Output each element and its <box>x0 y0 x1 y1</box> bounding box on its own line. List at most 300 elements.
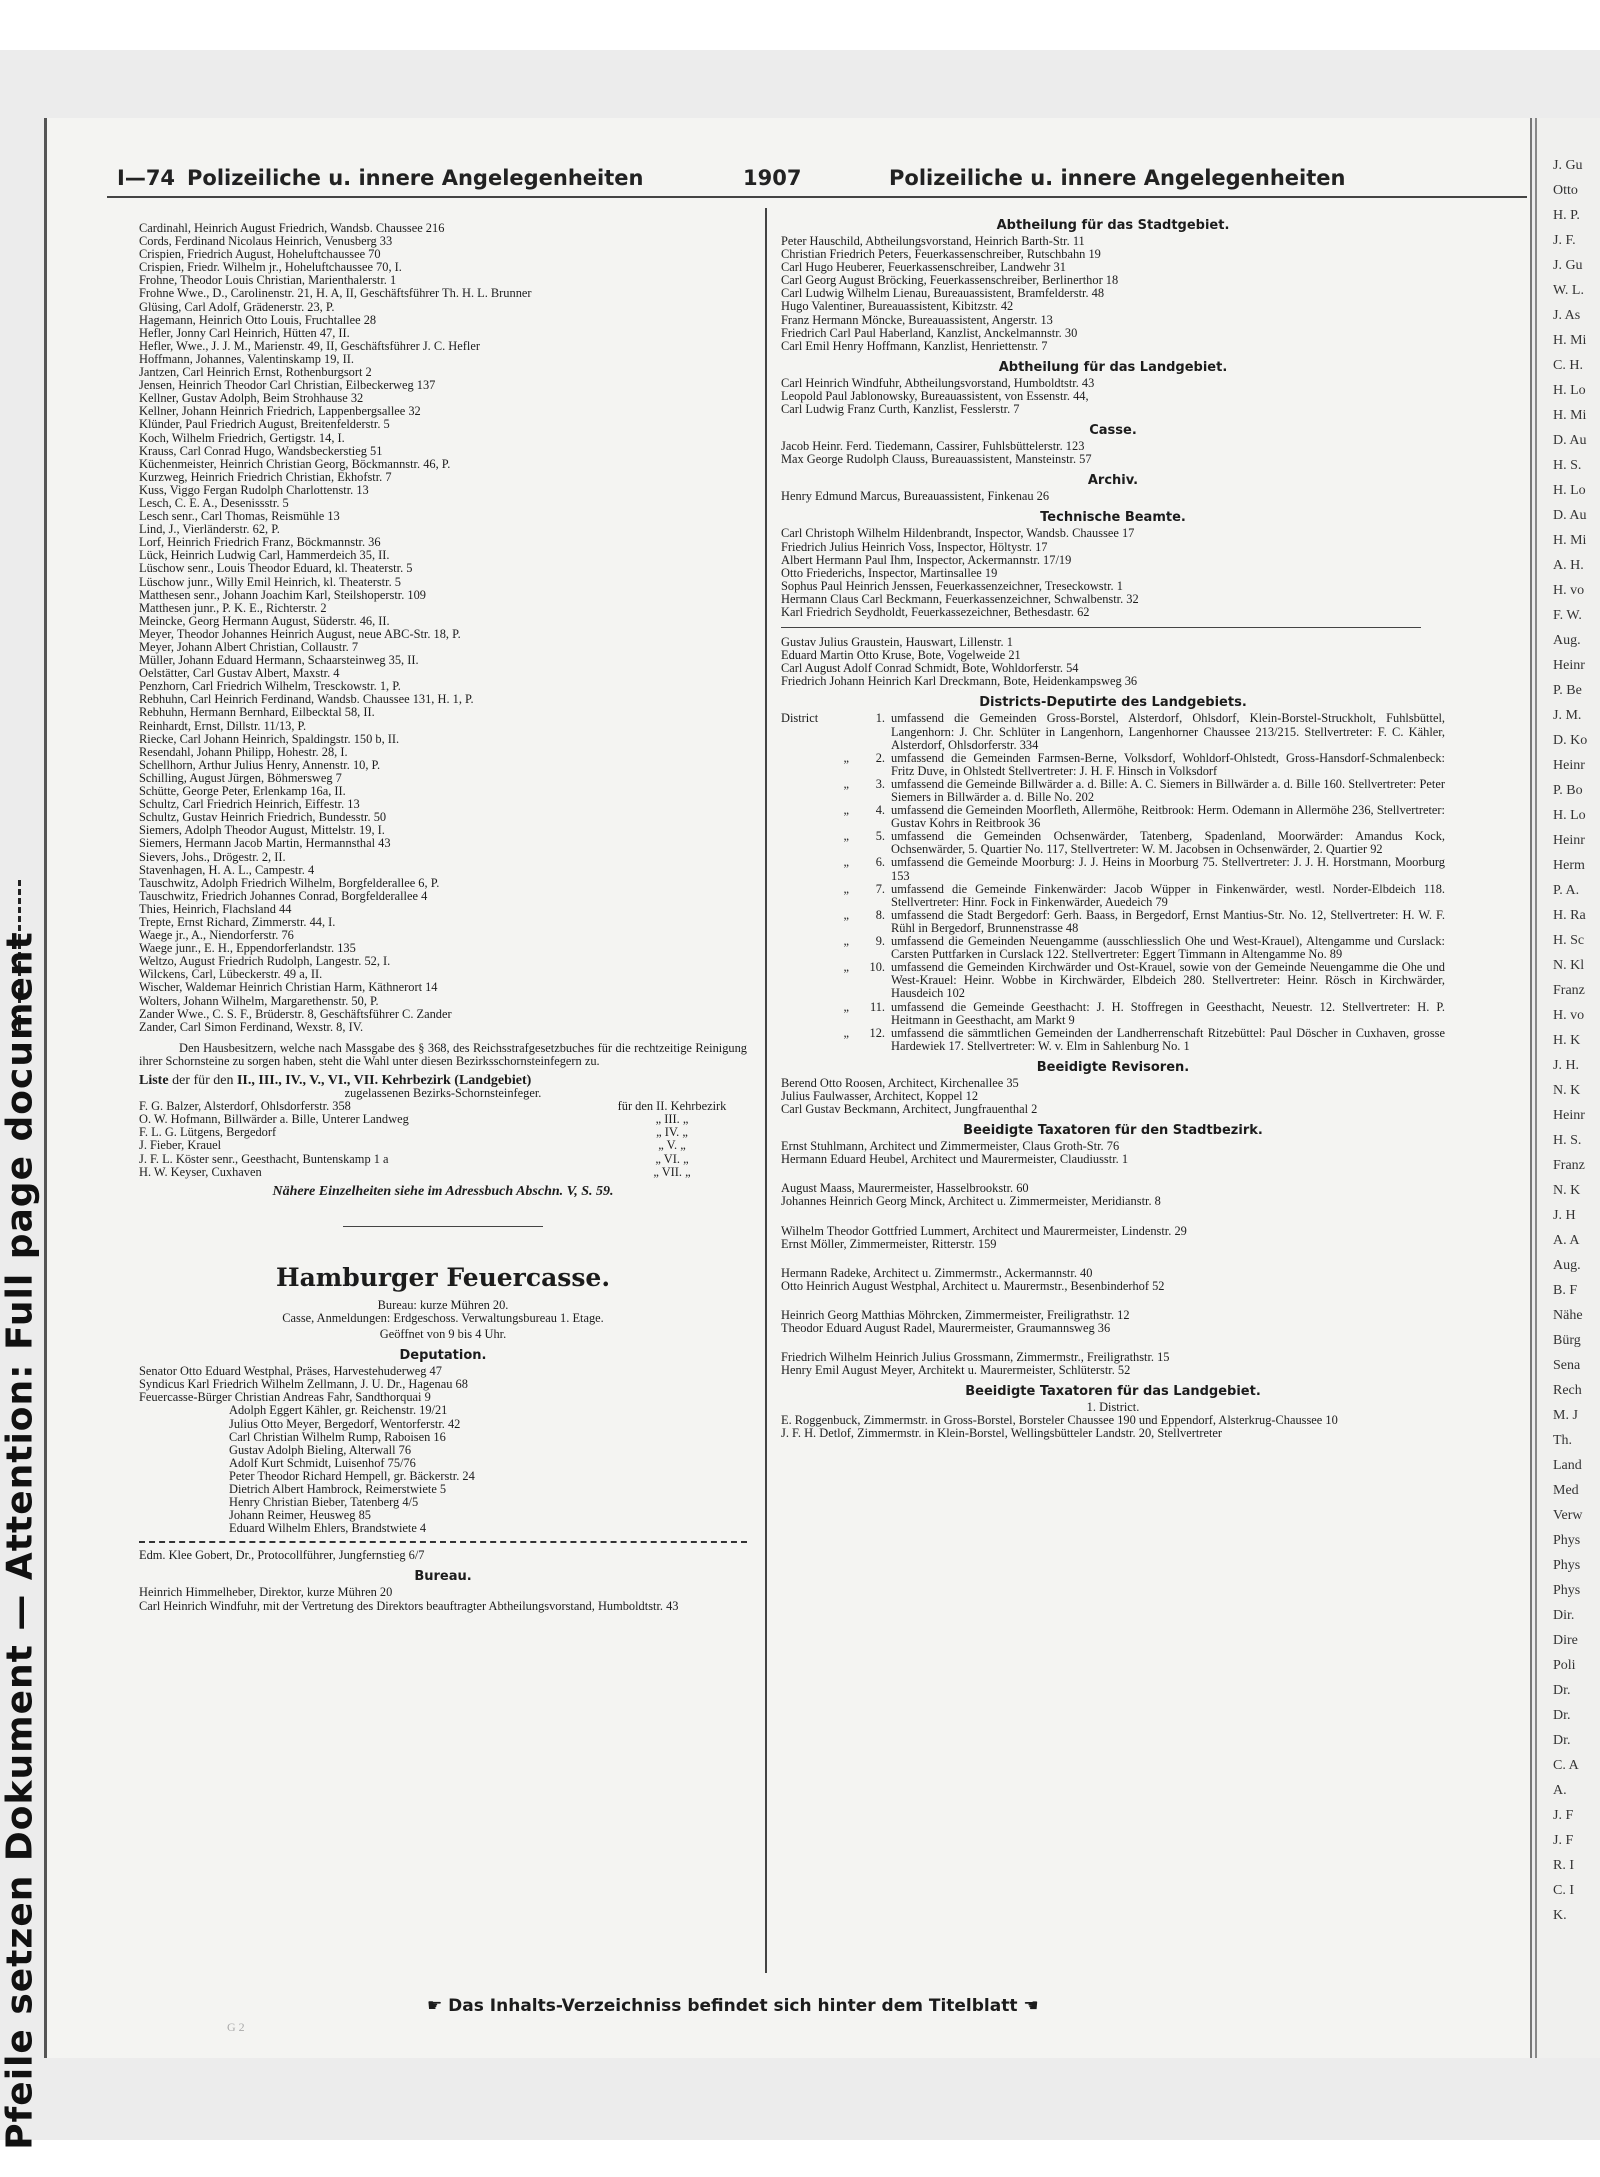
list-item: Jantzen, Carl Heinrich Ernst, Rothenburgsort 2 <box>139 366 372 380</box>
district-text: umfassend die Gemeinde Geesthacht: J. H. Stoffregen in Geesthacht, Neuestr. 12. Stellvertreter: H. P. Heitmann in Geesthacht, am Markt 9 <box>891 999 1445 1027</box>
deputation-member: Carl Christian Wilhelm Rump, Raboisen 16 <box>229 1430 446 1444</box>
list-item: Lorf, Heinrich Friedrich Franz, Böckmannstr. 36 <box>139 536 381 550</box>
adjacent-page-fragment: Franz <box>1553 1158 1585 1173</box>
taxator: Ernst Stuhlmann, Architect und Zimmermeister, Claus Groth-Str. 76 <box>781 1140 1120 1154</box>
district-label: „ <box>843 934 849 949</box>
note-paragraph: Den Hausbesitzern, welche nach Massgabe des § 368, des Reichsstrafgesetzbuches für die rechtzeitige Reinigung ihrer Schornsteine zu sorgen haben, steht die Wahl unter diesen Bezirksschornsteinfegern zu. <box>139 1040 747 1068</box>
tech-heading: Technische Beamte. <box>1040 510 1186 526</box>
tax-land-heading: Beeidigte Taxatoren für das Landgebiet. <box>965 1384 1261 1400</box>
adjacent-page-fragment: Aug. <box>1553 1258 1581 1273</box>
kehrbezirk-number: „ IV. „ <box>656 1125 688 1140</box>
sweep-name: J. Fieber, Krauel <box>139 1138 222 1153</box>
kehrbezirk-number: „ V. „ <box>658 1138 686 1153</box>
adjacent-page-fragment: H. S. <box>1553 458 1582 473</box>
list-item: Trepte, Ernst Richard, Zimmerstr. 44, I. <box>139 915 336 929</box>
list-item: Siemers, Hermann Jacob Martin, Hermannsthal 43 <box>139 837 391 851</box>
district-text: umfassend die Gemeinde Billwärder a. d. Bille: A. C. Siemers in Billwärder a. d. Bille 160. Stellvertreter: Peter Siemers in Billwärder a. d. Bille No. 202 <box>891 776 1445 804</box>
document-page <box>44 118 1532 2058</box>
list-item: Hagemann, Heinrich Otto Louis, Fruchtallee 28 <box>139 313 377 327</box>
adjacent-page-fragment: Land <box>1553 1458 1582 1473</box>
kehrbezirk-number: für den II. Kehrbezirk <box>617 1099 727 1114</box>
revisor: Berend Otto Roosen, Architect, Kirchenallee 35 <box>781 1076 1019 1090</box>
adjacent-page-fragment: C. A <box>1553 1758 1579 1773</box>
taxator: Otto Heinrich August Westphal, Architect u. Maurermstr., Besenbinderhof 52 <box>781 1279 1165 1293</box>
dashed-rule <box>139 1541 747 1543</box>
list-item: Schellhorn, Arthur Julius Henry, Annenstr. 10, P. <box>139 758 381 772</box>
taxator: Theodor Eduard August Radel, Maurermeister, Graumannsweg 36 <box>781 1322 1111 1335</box>
list-item: Reinhardt, Ernst, Dillstr. 11/13, P. <box>139 719 307 733</box>
adjacent-page-fragment: D. Au <box>1553 508 1587 523</box>
liste-lead: Liste <box>139 1073 169 1088</box>
adjacent-page-fragment: Franz <box>1553 983 1585 998</box>
deputation-member: Eduard Wilhelm Ehlers, Brandstwiete 4 <box>229 1522 427 1536</box>
adjacent-page-fragment: Heinr <box>1553 758 1585 773</box>
taxator: Friedrich Wilhelm Heinrich Julius Grossmann, Zimmermstr., Freiligrathstr. 15 <box>781 1351 1170 1365</box>
staff-member: Eduard Martin Otto Kruse, Bote, Vogelweide 21 <box>781 649 1021 663</box>
taxator: Johannes Heinrich Georg Minck, Architect u. Zimmermeister, Meridianstr. 8 <box>781 1195 1161 1209</box>
staff-member: Franz Hermann Möncke, Bureauassistent, Angerstr. 13 <box>781 313 1053 327</box>
adjacent-page-fragment: Phys <box>1553 1583 1581 1598</box>
list-item: Kuss, Viggo Fergan Rudolph Charlottenstr. 13 <box>139 483 369 497</box>
adjacent-page-fragment: D. Au <box>1553 433 1587 448</box>
district-label: „ <box>843 1025 849 1040</box>
district-entry <box>781 804 1445 830</box>
list-item: Lesch, C. E. A., Desenissstr. 5 <box>139 496 289 510</box>
adjacent-page-fragment: M. J <box>1553 1408 1578 1423</box>
district-entry <box>781 778 1445 804</box>
adjacent-page-fragment: A. A <box>1553 1233 1580 1248</box>
kehrbezirk-number: „ VII. „ <box>653 1164 691 1179</box>
list-item: Kurzweg, Heinrich Friedrich Christian, Ekhofstr. 7 <box>139 470 392 484</box>
adjacent-page-fragment: Phys <box>1553 1533 1581 1548</box>
list-item: Cords, Ferdinand Nicolaus Heinrich, Venusberg 33 <box>139 235 393 249</box>
adjacent-page-fragment: H. Ra <box>1553 908 1586 923</box>
adjacent-page-fragment: Dir. <box>1553 1608 1575 1623</box>
kehrbezirk-row <box>139 1166 747 1179</box>
adjacent-page-fragment: H. Lo <box>1553 808 1586 823</box>
adjacent-page-fragment: Heinr <box>1553 658 1585 673</box>
staff-member: Carl Ludwig Wilhelm Lienau, Bureauassistent, Bramfelderstr. 48 <box>781 287 1105 301</box>
list-item: Weltzo, August Friedrich Rudolph, Langestr. 52, I. <box>139 955 391 969</box>
sweep-name: J. F. L. Köster senr., Geesthacht, Buntenskamp 1 a <box>139 1151 389 1166</box>
revisor: Carl Gustav Beckmann, Architect, Jungfrauenthal 2 <box>781 1103 1038 1117</box>
staff-member: Carl Emil Henry Hoffmann, Kanzlist, Henriettenstr. 7 <box>781 339 1048 353</box>
kehrbezirk-number: „ VI. „ <box>655 1151 689 1166</box>
list-item: Frohne Wwe., D., Carolinenstr. 21, H. A, II, Geschäftsführer Th. H. L. Brunner <box>139 287 532 301</box>
staff-member: Peter Hauschild, Abtheilungsvorstand, Heinrich Barth-Str. 11 <box>781 235 1085 248</box>
list-item: Oelstätter, Carl Gustav Albert, Maxstr. 4 <box>139 667 340 681</box>
list-item: Matthesen junr., P. K. E., Richterstr. 2 <box>139 601 327 615</box>
list-item: Wolters, Johann Wilhelm, Margarethenstr. 50, P. <box>139 994 379 1008</box>
adjacent-page-fragment: H. vo <box>1553 1008 1585 1023</box>
adjacent-page-fragment: D. Ko <box>1553 733 1588 748</box>
page-number: I—74 <box>117 166 176 190</box>
deputation-member: Adolf Kurt Schmidt, Luisenhof 75/76 <box>229 1456 416 1470</box>
district-entry <box>781 1027 1445 1053</box>
deputation-member: Johann Reimer, Heusweg 85 <box>229 1509 371 1523</box>
adjacent-page-fragment: Nähe <box>1553 1308 1583 1323</box>
adjacent-page-fragment: H. Lo <box>1553 483 1586 498</box>
archiv-list <box>781 490 1445 503</box>
sweep-name: F. G. Balzer, Alsterdorf, Ohlsdorferstr. 358 <box>139 1099 351 1114</box>
taxator: Henry Emil August Meyer, Architekt u. Maurermeister, Schlüterstr. 52 <box>781 1364 1131 1378</box>
revisoren-list <box>781 1077 1445 1116</box>
adjacent-page-fragment: Bürg <box>1553 1333 1581 1348</box>
adjacent-page-fragment: N. K <box>1553 1183 1581 1198</box>
staff-member: Carl Heinrich Windfuhr, mit der Vertretung des Direktors beauftragter Abtheilungsvorstand, Humboldtstr. 43 <box>139 1599 679 1613</box>
staff-member: Carl Ludwig Franz Curth, Kanzlist, Fesslerstr. 7 <box>781 403 1020 417</box>
list-item: Sievers, Johs., Drögestr. 2, II. <box>139 850 286 864</box>
list-item: Lück, Heinrich Ludwig Carl, Hammerdeich 35, II. <box>139 549 390 563</box>
list-item: Schütte, George Peter, Erlenkamp 16a, II. <box>139 785 346 799</box>
district-text: umfassend die Gemeinde Moorburg: J. J. Heins in Moorburg 75. Stellvertreter: J. J. H. Horstmann, Moorburg 153 <box>891 855 1445 883</box>
list-item: Kellner, Johann Heinrich Friedrich, Lappenbergsallee 32 <box>139 405 421 419</box>
list-item: Koch, Wilhelm Friedrich, Gertigstr. 14, I. <box>139 431 345 445</box>
taxator: Ernst Möller, Zimmermeister, Ritterstr. 159 <box>781 1237 997 1251</box>
adjacent-page-fragment: J. F <box>1553 1808 1574 1823</box>
liste-rest: der für den <box>172 1073 234 1088</box>
list-item: Waege junr., E. H., Eppendorferlandstr. 135 <box>139 942 356 956</box>
kehrbezirk-number: „ III. „ <box>655 1112 689 1127</box>
district-number: 8. <box>875 907 885 922</box>
adjacent-page-fragment: Th. <box>1553 1433 1573 1448</box>
adjacent-page-fragment: C. H. <box>1553 358 1583 373</box>
staff-member: Karl Friedrich Seydholdt, Feuerkassezeichner, Bethesdastr. 62 <box>781 605 1090 619</box>
adjacent-page-fragment: H. Mi <box>1553 533 1587 548</box>
stadt-heading: Abtheilung für das Stadtgebiet. <box>996 218 1230 233</box>
adjacent-page-fragment: J. M. <box>1553 708 1582 723</box>
list-item: Lüschow junr., Willy Emil Heinrich, kl. Theaterstr. 5 <box>139 575 401 589</box>
header-rule <box>107 196 1527 198</box>
staff-member: Gustav Julius Graustein, Hauswart, Lillenstr. 1 <box>781 636 1013 650</box>
list-item: Cardinahl, Heinrich August Friedrich, Wandsb. Chaussee 216 <box>139 222 445 235</box>
district-number: 5. <box>875 829 885 844</box>
casse-list <box>781 440 1445 466</box>
staff-member: Carl August Adolf Conrad Schmidt, Bote, Wohldorferstr. 54 <box>781 662 1079 676</box>
stadt-list <box>781 235 1445 353</box>
district-label: „ <box>843 750 849 765</box>
district-label: „ <box>843 999 849 1014</box>
district-number: 9. <box>875 934 885 949</box>
staff-member: Henry Edmund Marcus, Bureauassistent, Finkenau 26 <box>781 490 1050 504</box>
left-column <box>139 222 747 1613</box>
district-label: „ <box>843 803 849 818</box>
adjacent-page-fragment: A. <box>1553 1783 1567 1798</box>
deputation-member: Julius Otto Meyer, Bergedorf, Wentorferstr. 42 <box>229 1417 461 1431</box>
revisor: Julius Faulwasser, Architect, Koppel 12 <box>781 1089 979 1103</box>
taxator: J. F. H. Detlof, Zimmermstr. in Klein-Borstel, Wellingsbütteler Landstr. 20, Stellvertreter <box>781 1427 1223 1441</box>
adjacent-page-fragment: W. L. <box>1553 283 1584 298</box>
list-item: Schultz, Gustav Heinrich Friedrich, Bundesstr. 50 <box>139 811 387 825</box>
list-item: Matthesen senr., Johann Joachim Karl, Steilshoperstr. 109 <box>139 588 427 602</box>
list-item: Küchenmeister, Heinrich Christian Georg, Böckmannstr. 46, P. <box>139 457 451 471</box>
list-item: Glüsing, Carl Adolf, Grädenerstr. 23, P. <box>139 300 335 314</box>
staff-member: Hugo Valentiner, Bureauassistent, Kibitzstr. 42 <box>781 300 1014 314</box>
adjacent-page-fragment: H. Mi <box>1553 333 1587 348</box>
deputation-member: Syndicus Karl Friedrich Wilhelm Zellmann, J. U. Dr., Hagenau 68 <box>139 1378 468 1392</box>
liste-subtitle: zugelassenen Bezirks-Schornsteinfeger. <box>344 1086 542 1101</box>
bureau-line: Bureau: kurze Mühren 20. <box>377 1297 509 1312</box>
district-number: 11. <box>869 999 885 1014</box>
district-number: 1. <box>875 711 885 726</box>
adjacent-page-fragment: J. Gu <box>1553 158 1583 173</box>
land-heading: Abtheilung für das Landgebiet. <box>998 359 1228 375</box>
staff-member: Sophus Paul Heinrich Jenssen, Feuerkassenzeichner, Treseckowstr. 1 <box>781 579 1123 593</box>
footer-note <box>427 1996 1039 2016</box>
tax-land-list <box>781 1414 1445 1440</box>
deputation-member: Adolph Eggert Kähler, gr. Reichenstr. 19/21 <box>229 1404 448 1418</box>
district-text: umfassend die Stadt Bergedorf: Gerh. Baass, in Bergedorf, Ernst Mantius-Str. No. 12, Stellvertreter: H. W. F. Rühl in Bergedorf, Brunnenstrasse 48 <box>891 907 1445 935</box>
margin-strip <box>0 880 40 2160</box>
list-item: Klünder, Paul Friedrich August, Breitenfelderstr. 5 <box>139 418 390 432</box>
list-item: Lind, J., Vierländerstr. 62, P. <box>139 523 280 537</box>
taxator-group <box>781 1267 1445 1293</box>
list-item: Crispien, Friedr. Wilhelm jr., Hoheluftchaussee 70, I. <box>139 261 402 275</box>
casse-heading: Casse. <box>1089 423 1137 439</box>
list-item: Wischer, Waldemar Heinrich Christian Harm, Käthnerort 14 <box>139 981 438 995</box>
header-title-left: Polizeiliche u. innere Angelegenheiten <box>187 166 644 190</box>
adjacent-page-fragment: A. H. <box>1553 558 1584 573</box>
list-item: Resendahl, Johann Philipp, Hohestr. 28, I. <box>139 745 348 759</box>
adjacent-page-fragment: Rech <box>1553 1383 1582 1398</box>
list-item: Crispien, Friedrich August, Hoheluftchaussee 70 <box>139 248 381 262</box>
staff-member: Carl Christoph Wilhelm Hildenbrandt, Inspector, Wandsb. Chaussee 17 <box>781 527 1135 541</box>
adjacent-page-fragment: J. Gu <box>1553 258 1583 273</box>
district-entry <box>781 883 1445 909</box>
adjacent-page-edge <box>1535 118 1600 2058</box>
kehrbezirk-row <box>139 1153 747 1166</box>
adjacent-page-fragment: Dr. <box>1553 1733 1571 1748</box>
district-entry <box>781 1001 1445 1027</box>
adjacent-page-fragment: N. Kl <box>1553 958 1585 973</box>
adjacent-page-fragment: Verw <box>1553 1508 1583 1523</box>
district-label: District <box>781 711 819 726</box>
deputation-member: Gustav Adolph Bieling, Alterwall 76 <box>229 1443 412 1457</box>
adjacent-page-fragment: N. K <box>1553 1083 1581 1098</box>
taxator: E. Roggenbuck, Zimmermstr. in Gross-Borstel, Borsteler Chaussee 190 und Eppendorf, Alsterkrug-Chaussee 10 <box>781 1414 1338 1428</box>
adjacent-page-fragment: H. Lo <box>1553 383 1586 398</box>
list-item: Meincke, Georg Hermann August, Süderstr. 46, II. <box>139 614 390 628</box>
taxator-group <box>781 1309 1445 1335</box>
district-text: umfassend die Gemeinde Finkenwärder: Jacob Wüpper in Finkenwärder, westl. Norder-Elbdeich 118. Stellvertreter: Hinr. Fock in Finkenwärder, Auedeich 79 <box>891 881 1445 909</box>
taxator: Heinrich Georg Matthias Möhrcken, Zimmermeister, Freiligrathstr. 12 <box>781 1308 1130 1322</box>
tech-rule <box>781 627 1421 628</box>
kehrbezirk-row <box>139 1139 747 1152</box>
list-item: Kellner, Gustav Adolph, Beim Strohhause 32 <box>139 392 364 406</box>
district-text: umfassend die Gemeinden Farmsen-Berne, Volksdorf, Wohldorf-Ohlstedt, Gross-Hansdorf-Schmalenbeck: Fritz Duve, in Ohlstedt Stellvertreter: J. H. F. Hinsch in Volksdorf <box>891 750 1445 778</box>
district-number: 3. <box>875 776 885 791</box>
protocol-line: Edm. Klee Gobert, Dr., Protocollführer, Jungfernstieg 6/7 <box>139 1549 425 1563</box>
district-label: „ <box>843 881 849 896</box>
adjacent-page-fragment: J. As <box>1553 308 1581 323</box>
staff-member: Otto Friederichs, Inspector, Martinsallee 19 <box>781 566 998 580</box>
list-item: Thies, Heinrich, Flachsland 44 <box>139 902 292 916</box>
adjacent-page-fragment: J. F. <box>1553 233 1576 248</box>
pencil-mark: G 2 <box>227 2020 245 2034</box>
adjacent-page-fragment: H. K <box>1553 1033 1581 1048</box>
revisoren-heading: Beeidigte Revisoren. <box>1036 1059 1190 1075</box>
margin-label: Pfeile setzen Dokument — Attention: Full page document <box>0 931 40 2150</box>
bureau-heading: Bureau. <box>414 1569 472 1585</box>
staff-member: Carl Heinrich Windfuhr, Abtheilungsvorstand, Humboldtstr. 43 <box>781 376 1095 390</box>
taxator: Wilhelm Theodor Gottfried Lummert, Architect und Maurermeister, Lindenstr. 29 <box>781 1224 1187 1238</box>
list-item: Krauss, Carl Conrad Hugo, Wandsbeckerstieg 51 <box>139 444 383 458</box>
district-number: 4. <box>875 803 885 818</box>
header-title-right: Polizeiliche u. innere Angelegenheiten <box>889 166 1346 190</box>
land-list <box>781 377 1445 416</box>
taxator-group <box>781 1225 1445 1251</box>
list-item: Meyer, Theodor Johannes Heinrich August, neue ABC-Str. 18, P. <box>139 627 461 641</box>
district-label: „ <box>843 960 849 975</box>
district-number: 12. <box>869 1025 885 1040</box>
district-text: umfassend die Gemeinden Gross-Borstel, Alsterdorf, Ohlsdorf, Klein-Borstel-Struckholt, Fuhlsbüttel, Langenhorn: J. Chr. Schlüter in Langenhorn, Langenhorner Chaussee 213/215. Stellvertreter: F. C. Kähler, Alsterdorf, Ohlsdorferstr. 334 <box>891 711 1445 752</box>
list-item: Lesch senr., Carl Thomas, Reismühle 13 <box>139 510 340 524</box>
adjacent-page-fragment: J. H <box>1553 1208 1576 1223</box>
district-text: umfassend die Gemeinden Neuengamme (ausschliesslich Ohe und West-Krauel), Altengamme und Curslack: Carsten Puttfarken in Curslack 122. Stellvertreter: Eggert Timmann in Altengamme No. 89 <box>891 934 1445 962</box>
feuercasse-title: Hamburger Feuercasse. <box>275 1262 611 1292</box>
adjacent-page-fragment: Poli <box>1553 1658 1576 1673</box>
staff-member: Friedrich Johann Heinrich Karl Dreckmann, Bote, Heidenkampsweg 36 <box>781 675 1138 689</box>
right-column <box>781 216 1445 1441</box>
adjacent-page-fragment: H. Mi <box>1553 408 1587 423</box>
district-entry <box>781 830 1445 856</box>
adjacent-page-fragment: Otto <box>1553 183 1578 198</box>
district-label: „ <box>843 907 849 922</box>
tax-stadt-list <box>781 1140 1445 1377</box>
deputation-member: Senator Otto Eduard Westphal, Präses, Harvestehuderweg 47 <box>139 1365 442 1379</box>
deputation-members <box>139 1404 747 1535</box>
deputation-member: Dietrich Albert Hambrock, Reimerstwiete 5 <box>229 1482 447 1496</box>
adjacent-page-fragment: F. W. <box>1553 608 1582 623</box>
list-item: Schilling, August Jürgen, Böhmersweg 7 <box>139 771 342 785</box>
district-number: 2. <box>875 750 885 765</box>
deputation-member: Feuercasse-Bürger Christian Andreas Fahr, Sandthorquai 9 <box>139 1391 431 1405</box>
district-label: „ <box>843 829 849 844</box>
header-year: 1907 <box>743 166 802 190</box>
staff-member: Friedrich Julius Heinrich Voss, Inspector, Höltystr. 17 <box>781 540 1048 554</box>
list-item: Tauschwitz, Adolph Friedrich Wilhelm, Borgfelderallee 6, P. <box>139 876 440 890</box>
sweep-name: O. W. Hofmann, Billwärder a. Bille, Unterer Landweg <box>139 1112 409 1127</box>
district-text: umfassend die Gemeinden Moorfleth, Allermöhe, Reitbrook: Herm. Odemann in Allermöhe 236, Stellvertreter: Gustav Kohrs in Reitbrook 36 <box>891 803 1445 831</box>
staff-member: Hermann Claus Carl Beckmann, Feuerkassenzeichner, Schwalbenstr. 32 <box>781 592 1139 606</box>
adjacent-page-fragment: H. S. <box>1553 1133 1582 1148</box>
sweep-name: F. L. G. Lütgens, Bergedorf <box>139 1125 277 1140</box>
deputation-member: Peter Theodor Richard Hempell, gr. Bäckerstr. 24 <box>229 1469 475 1483</box>
district-entry <box>781 961 1445 1000</box>
taxator-group <box>781 1140 1445 1166</box>
district-entry <box>781 909 1445 935</box>
hours-line: Geöffnet von 9 bis 4 Uhr. <box>379 1327 507 1342</box>
list-item: Schultz, Carl Friedrich Heinrich, Eiffestr. 13 <box>139 798 360 812</box>
bureau-staff <box>139 1586 747 1612</box>
list-item: Meyer, Johann Albert Christian, Collaustr. 7 <box>139 641 359 654</box>
district-entry <box>781 856 1445 882</box>
district-number: 10. <box>869 960 885 975</box>
tax-stadt-heading: Beeidigte Taxatoren für den Stadtbezirk. <box>963 1123 1263 1139</box>
adjacent-page-fragment: R. I <box>1553 1858 1574 1873</box>
adjacent-page-fragment: Herm <box>1553 858 1585 873</box>
footer-text: Das Inhalts-Verzeichniss befindet sich hinter dem Titelblatt <box>448 1996 1018 2016</box>
liste-bold: II., III., IV., V., VI., VII. Kehrbezirk (Landgebiet) <box>236 1073 532 1088</box>
adjacent-page-fragment: H. Sc <box>1553 933 1585 948</box>
taxator: August Maass, Maurermeister, Hasselbrookstr. 60 <box>781 1182 1029 1196</box>
adjacent-page-fragment: Heinr <box>1553 833 1585 848</box>
list-item: Wilckens, Carl, Lübeckerstr. 49 a, II. <box>139 968 323 982</box>
chimney-sweep-list <box>139 222 747 1034</box>
adress-note: Nähere Einzelheiten siehe im Adressbuch Abschn. V, S. 59. <box>272 1183 614 1199</box>
list-item: Lüschow senr., Louis Theodor Eduard, kl. Theaterstr. 5 <box>139 562 413 576</box>
list-item: Zander Wwe., C. S. F., Brüderstr. 8, Geschäftsführer C. Zander <box>139 1007 452 1021</box>
district-text: umfassend die sämmtlichen Gemeinden der Landherrenschaft Ritzebüttel: Paul Döscher in Cuxhaven, grosse Hardewiek 17. Stellvertreter: W. v. Elm in Sahlenburg No. 1 <box>891 1025 1445 1053</box>
adjacent-page-fragment: Dire <box>1553 1633 1578 1648</box>
list-item: Zander, Carl Simon Ferdinand, Wexstr. 8, IV. <box>139 1020 364 1034</box>
staff-member: Carl Georg August Bröcking, Feuerkassenschreiber, Berlinerthor 18 <box>781 274 1119 288</box>
list-item: Tauschwitz, Friedrich Johannes Conrad, Borgfelderallee 4 <box>139 889 428 903</box>
deputation-heading: Deputation. <box>399 1348 487 1364</box>
district-number: 7. <box>875 881 885 896</box>
adjacent-page-fragment: Dr. <box>1553 1708 1571 1723</box>
adjacent-page-fragment: P. Bo <box>1553 783 1583 798</box>
list-item: Siemers, Adolph Theodor August, Mittelstr. 19, I. <box>139 824 385 838</box>
adjacent-page-fragment: Phys <box>1553 1558 1581 1573</box>
taxator-group <box>781 1351 1445 1377</box>
kehrbezirk-row <box>139 1126 747 1139</box>
adjacent-page-fragment: B. F <box>1553 1283 1578 1298</box>
adjacent-page-fragment: H. vo <box>1553 583 1585 598</box>
adjacent-page-fragment: Med <box>1553 1483 1579 1498</box>
list-item: Hefler, Wwe., J. J. M., Marienstr. 49, II, Geschäftsführer J. C. Hefler <box>139 339 480 353</box>
list-item: Frohne, Theodor Louis Christian, Marienthalerstr. 1 <box>139 274 397 288</box>
adjacent-page-fragment: K. <box>1553 1908 1567 1923</box>
kehrbezirk-list <box>139 1100 747 1179</box>
staff-member: Max George Rudolph Clauss, Bureauassistent, Mansteinstr. 57 <box>781 453 1092 467</box>
staff-member: Friedrich Carl Paul Haberland, Kanzlist, Anckelmannstr. 30 <box>781 326 1078 340</box>
district-text: umfassend die Gemeinden Ochsenwärder, Tatenberg, Spadenland, Moorwärder: Amandus Kock, Ochsenwärder, 5. Quartier No. 117, Stellvertreter: W. M. Jacobsen in Ochsenwärder, 2. Quartier 92 <box>891 829 1445 857</box>
taxator-group <box>781 1182 1445 1208</box>
list-item: Penzhorn, Carl Friedrich Wilhelm, Tresckowstr. 1, P. <box>139 680 401 694</box>
list-item: Riecke, Carl Johann Heinrich, Spaldingstr. 150 b, II. <box>139 732 400 746</box>
adjacent-page-fragment: J. H. <box>1553 1058 1580 1073</box>
deputation-member: Henry Christian Bieber, Tatenberg 4/5 <box>229 1496 419 1510</box>
staff-member: Leopold Paul Jablonowsky, Bureauassistent, von Essenstr. 44, <box>781 389 1089 403</box>
adjacent-page-fragment: P. A. <box>1553 883 1580 898</box>
district-entry <box>781 712 1445 751</box>
section-rule <box>343 1226 543 1227</box>
list-item: Stavenhagen, H. A. L., Campestr. 4 <box>139 863 315 877</box>
adjacent-page-fragment: Aug. <box>1553 633 1581 648</box>
pointing-hand-icon: ☚ <box>1023 1996 1039 2016</box>
district-heading: Districts-Deputirte des Landgebiets. <box>979 695 1247 711</box>
list-item: Müller, Johann Eduard Hermann, Schaarsteinweg 35, II. <box>139 654 419 668</box>
tax-land-district: 1. District. <box>1086 1400 1140 1415</box>
district-entry <box>781 935 1445 961</box>
adjacent-page-fragment: Dr. <box>1553 1683 1571 1698</box>
district-label: „ <box>843 855 849 870</box>
deputation-list <box>139 1365 747 1404</box>
district-list <box>781 712 1445 1052</box>
staff-member: Albert Hermann Paul Ihm, Inspector, Ackermannstr. 17/19 <box>781 553 1072 567</box>
sweep-name: H. W. Keyser, Cuxhaven <box>139 1164 262 1179</box>
list-item: Hefler, Jonny Carl Heinrich, Hütten 47, II. <box>139 326 350 340</box>
adjacent-page-fragment: H. P. <box>1553 208 1580 223</box>
list-item: Hoffmann, Johannes, Valentinskamp 19, II. <box>139 352 354 366</box>
staff-member: Jacob Heinr. Ferd. Tiedemann, Cassirer, Fuhlsbüttelerstr. 123 <box>781 440 1085 454</box>
staff-member: Carl Hugo Heuberer, Feuerkassenschreiber, Landwehr 31 <box>781 261 1066 275</box>
district-text: umfassend die Gemeinden Kirchwärder und Ost-Krauel, sowie von der Gemeinde Neuengamme die Ohe und West-Krauel: Heinr. Wobbe in Kirchwärder, Elbdeich 280. Stellvertreter: Heinr. Rösch in Kirchwärder, Hausdeich 102 <box>891 960 1445 1001</box>
list-item: Rebhuhn, Carl Heinrich Ferdinand, Wandsb. Chaussee 131, H. 1, P. <box>139 693 474 707</box>
adjacent-page-fragment: Heinr <box>1553 1108 1585 1123</box>
column-divider <box>765 208 767 1973</box>
